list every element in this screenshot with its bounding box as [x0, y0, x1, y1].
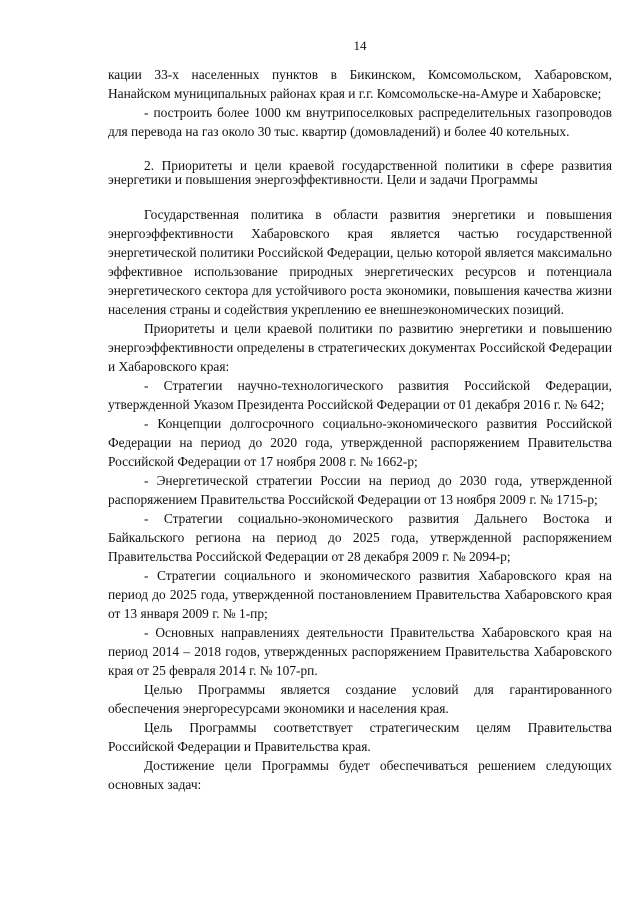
policy-paragraph: Государственная политика в области развития энергетики и повышения энергоэффективности Хабаровского края является частью государственной энергетической политики Российской Федерации, целью которой является максимально эффективное использование природных энергетических ресурсов и потенциала энергетического сектора для устойчивого роста экономики, повышения качества жизни населения страны и содействия укреплению ее внешнеэкономических позиций.	[108, 207, 612, 317]
page-number: 14	[353, 38, 367, 53]
document-page	[108, 38, 612, 794]
tasks-intro-paragraph: Достижение цели Программы будет обеспечиваться решением следующих основных задач:	[108, 758, 612, 792]
section-heading: 2. Приоритеты и цели краевой государственной политики в сфере развития энергетики и повышения энергоэффективности. Цели и задачи Программы	[108, 158, 612, 187]
list-item-concept-2020: - Концепции долгосрочного социально-экономического развития Российской Федерации на период до 2020 года, утвержденной распоряжением Правительства Российской Федерации от 17 ноября 2008 г. № 1662-р;	[108, 416, 612, 469]
continuation-paragraph: кации 33-х населенных пунктов в Бикинском, Комсомольском, Хабаровском, Нанайском муниципальных районах края и г.г. Комсомольске-на-Амуре и Хабаровске;	[108, 67, 612, 101]
goal-alignment-paragraph: Цель Программы соответствует стратегическим целям Правительства Российской Федерации и Правительства края.	[108, 720, 612, 754]
gas-pipeline-paragraph: - построить более 1000 км внутрипоселковых распределительных газопроводов для перевода на газ около 30 тыс. квартир (домовладений) и более 40 котельных.	[108, 105, 612, 139]
program-goal-paragraph: Целью Программы является создание условий для гарантированного обеспечения энергоресурсами экономики и населения края.	[108, 682, 612, 716]
priorities-paragraph: Приоритеты и цели краевой политики по развитию энергетики и повышению энергоэффективности определены в стратегических документах Российской Федерации и Хабаровского края:	[108, 321, 612, 374]
list-item-khabarovsk-strategy: - Стратегии социального и экономического развития Хабаровского края на период до 2025 года, утвержденной постановлением Правительства Хабаровского края от 13 января 2009 г. № 1-пр;	[108, 568, 612, 621]
list-item-government-directions: - Основных направлениях деятельности Правительства Хабаровского края на период 2014 – 2018 годов, утвержденных распоряжением Правительства Хабаровского края от 25 февраля 2014 г. № 107-рп.	[108, 625, 612, 678]
list-item-far-east-strategy: - Стратегии социально-экономического развития Дальнего Востока и Байкальского региона на период до 2025 года, утвержденной распоряжением Правительства Российской Федерации от 28 декабря 2009 г. № 2094-р;	[108, 511, 612, 564]
list-item-energy-strategy-2030: - Энергетической стратегии России на период до 2030 года, утвержденной распоряжением Правительства Российской Федерации от 13 ноября 2009 г. № 1715-р;	[108, 473, 612, 507]
list-item-strategy-science: - Стратегии научно-технологического развития Российской Федерации, утвержденной Указом Президента Российской Федерации от 01 декабря 2016 г. № 642;	[108, 378, 612, 412]
